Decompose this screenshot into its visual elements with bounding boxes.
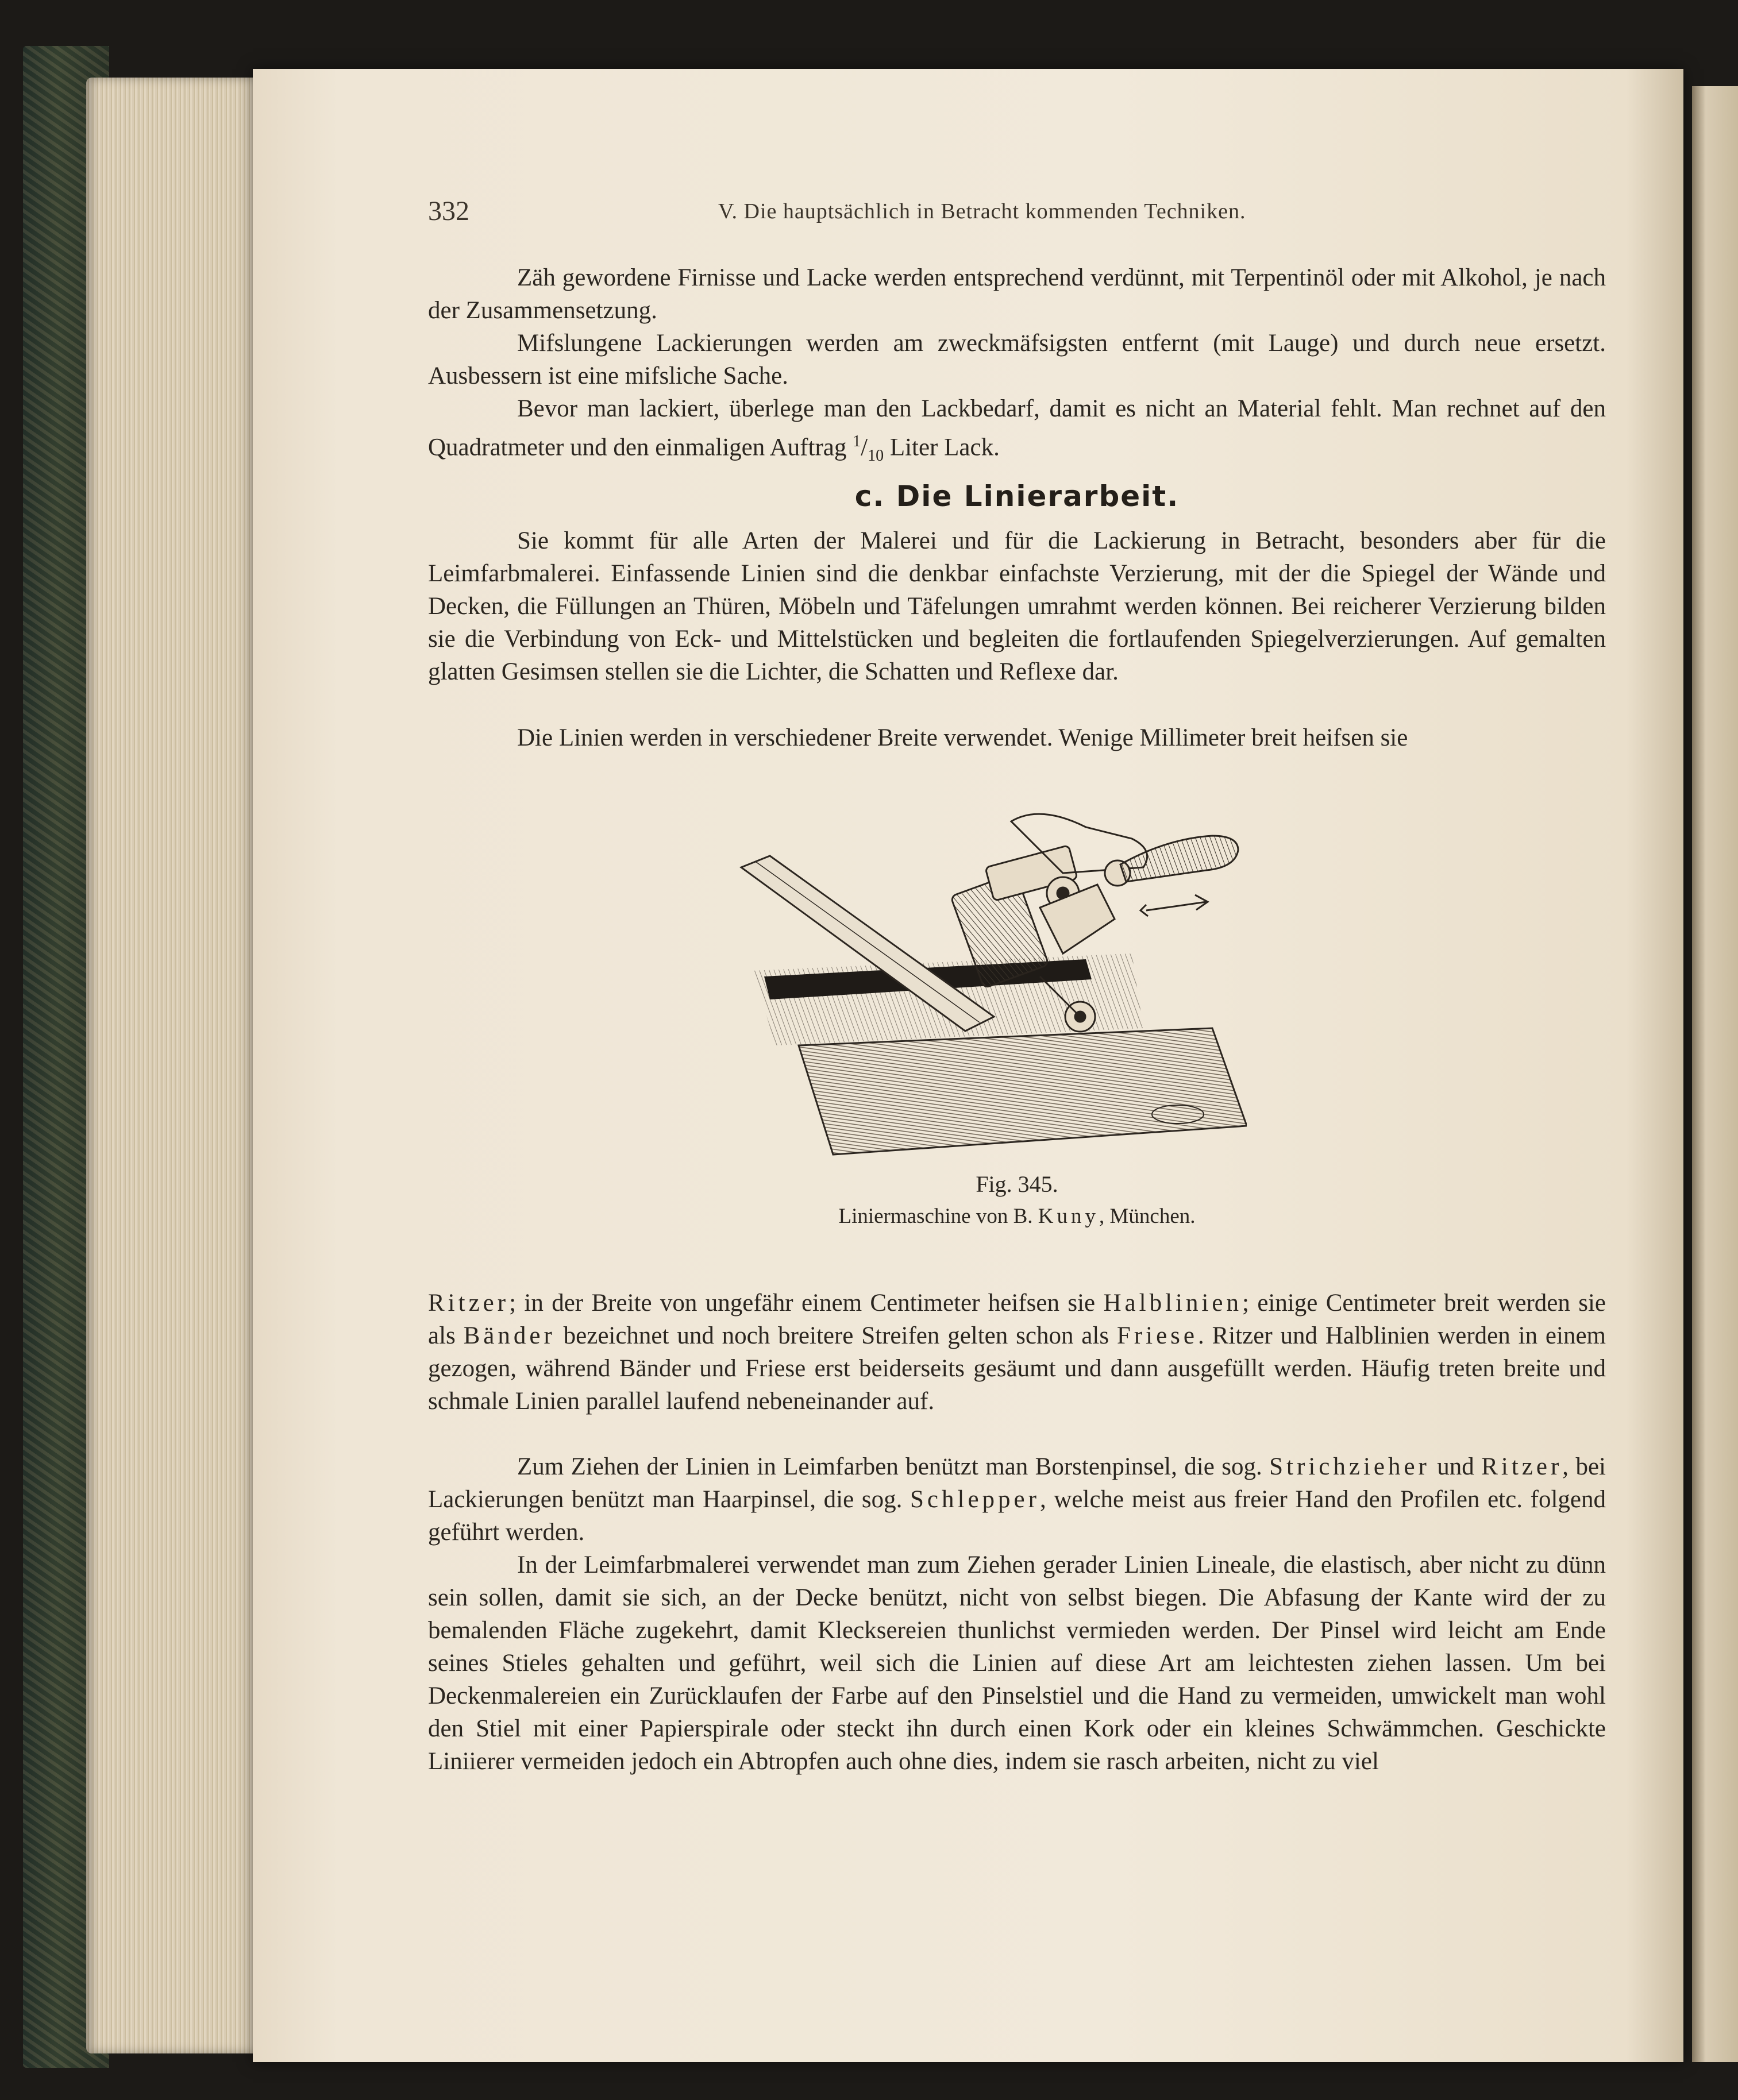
brushes-text-4: , welche meist aus freier Hand den Profilen etc. folgend geführt werden. — [428, 1486, 1606, 1546]
brushes-text-3: , bei Lackierungen benützt man Haarpinsel, die sog. — [428, 1453, 1606, 1513]
figure-liniermaschine — [718, 804, 1247, 1166]
fraction-tail: Liter Lack. — [884, 434, 1000, 461]
lacquer-need-text: Bevor man lackiert, überlege man den Lackbedarf, damit es nicht an Material fehlt. Man rechnet auf den Quadratmeter und den einmaligen Auftrag — [428, 395, 1606, 461]
brushes-text-2: und — [1429, 1453, 1482, 1480]
line-names-text-3: bezeichnet und noch breitere Streifen gelten schon als — [555, 1322, 1117, 1349]
paragraph-lacquer-need: Bevor man lackiert, überlege man den Lackbedarf, damit es nicht an Material fehlt. Man rechnet auf den Quadratmeter und den einmaligen Auftrag $^1/_{10}$ Liter Lack. — [428, 395, 1606, 465]
line-names-text-2: ; einige Centimeter breit werden sie als — [428, 1290, 1606, 1349]
running-title: V. Die hauptsächlich in Betracht kommenden Techniken. — [718, 199, 1246, 223]
term-ritzer: Ritzer — [428, 1290, 510, 1317]
page-number: 332 — [428, 196, 469, 226]
caption-text: Liniermaschine von B. — [838, 1205, 1038, 1228]
line-names-text-4: . Ritzer und Halblinien werden in einem gezogen, während Bänder und Friese erst beiderseits gesäumt und dann ausgefüllt werden. Häufig treten breite und schmale Linien parallel laufend nebeneinander auf. — [428, 1322, 1606, 1415]
figure-caption — [428, 1204, 1606, 1229]
paragraph-varnish: Zäh gewordene Firnisse und Lacke werden entsprechend verdünnt, mit Terpentinöl oder mit Alkohol, je nach der Zusammensetzung. — [428, 264, 1606, 324]
figure-number: Fig. 345. — [976, 1171, 1058, 1197]
term-strichzieher: Strichzieher — [1269, 1453, 1430, 1480]
brushes-text-1: Zum Ziehen der Linien in Leimfarben benützt man Borstenpinsel, die sog. — [517, 1453, 1270, 1480]
caption-city: , München. — [1099, 1205, 1196, 1228]
wooden-board — [799, 1028, 1247, 1155]
caption-name: Kuny — [1038, 1205, 1100, 1228]
term-baender: Bänder — [463, 1322, 556, 1349]
fraction-denominator: 10 — [868, 446, 884, 465]
line-names-text-1: ; in der Breite von ungefähr einem Centimeter heifsen sie — [509, 1290, 1104, 1317]
paragraph-linework-intro: Sie kommt für alle Arten der Malerei und für die Lackierung in Betracht, besonders aber für die Leimfarbmalerei. Einfassende Linien sind die denkbar einfachste Verzierung, mit der die Spiegel der Wände und Decken, die Füllungen an Thüren, Möbeln und Täfelungen umrahmt werden können. Bei reicherer Verzierung bilden sie die Verbindung von Eck- und Mittelstücken und begleiten die fortlaufenden Spiegelverzierungen. Auf gemalten glatten Gesimsen stellen sie die Lichter, die Schatten und Reflexe dar. — [428, 527, 1606, 685]
term-halblinien: Halblinien — [1103, 1290, 1242, 1317]
paragraph-rulers: In der Leimfarbmalerei verwendet man zum Ziehen gerader Linien Lineale, die elastisch, aber nicht zu dünn sein sollen, damit sie sich, an der Decke benützt, nicht von selbst biegen. Die Abfasung der Kante wird der zu bemalenden Fläche zugekehrt, damit Klecksereien thunlichst vermieden werden. Der Pinsel wird leicht am Ende seines Stieles gehalten und geführt, weil sich die Linien auf diese Art am leichtesten ziehen lassen. Um bei Deckenmalereien ein Zurücklaufen der Farbe auf den Pinselstiel und die Hand zu vermeiden, umwickelt man wohl den Stiel mit einer Papierspirale oder steckt ihn durch einen Kork oder ein kleines Schwämmchen. Geschickte Liniierer vermeiden jedoch ein Abtropfen auch ohne dies, indem sie rasch arbeiten, nicht zu viel — [428, 1551, 1606, 1775]
page-edges — [86, 78, 264, 2053]
paragraph-line-names — [428, 1287, 1606, 1418]
direction-arrow — [1140, 895, 1208, 916]
paragraph-brushes — [428, 1450, 1606, 1549]
section-heading: c. Die Linierarbeit. — [854, 480, 1180, 513]
page-header — [428, 195, 1606, 230]
term-schlepper: Schlepper — [910, 1486, 1040, 1513]
paragraph-line-widths: Die Linien werden in verschiedener Breite verwendet. Wenige Millimeter breit heifsen sie — [517, 724, 1408, 751]
term-friese: Friese — [1116, 1322, 1198, 1349]
fraction-numerator: 1 — [853, 433, 861, 450]
paragraph-failed-coating: Mifslungene Lackierungen werden am zweckmäfsigsten entfernt (mit Lauge) und durch neue ersetzt. Ausbessern ist eine mifsliche Sache. — [428, 330, 1606, 389]
facing-page-edge — [1692, 86, 1738, 2062]
term-ritzer-2: Ritzer — [1481, 1453, 1563, 1480]
